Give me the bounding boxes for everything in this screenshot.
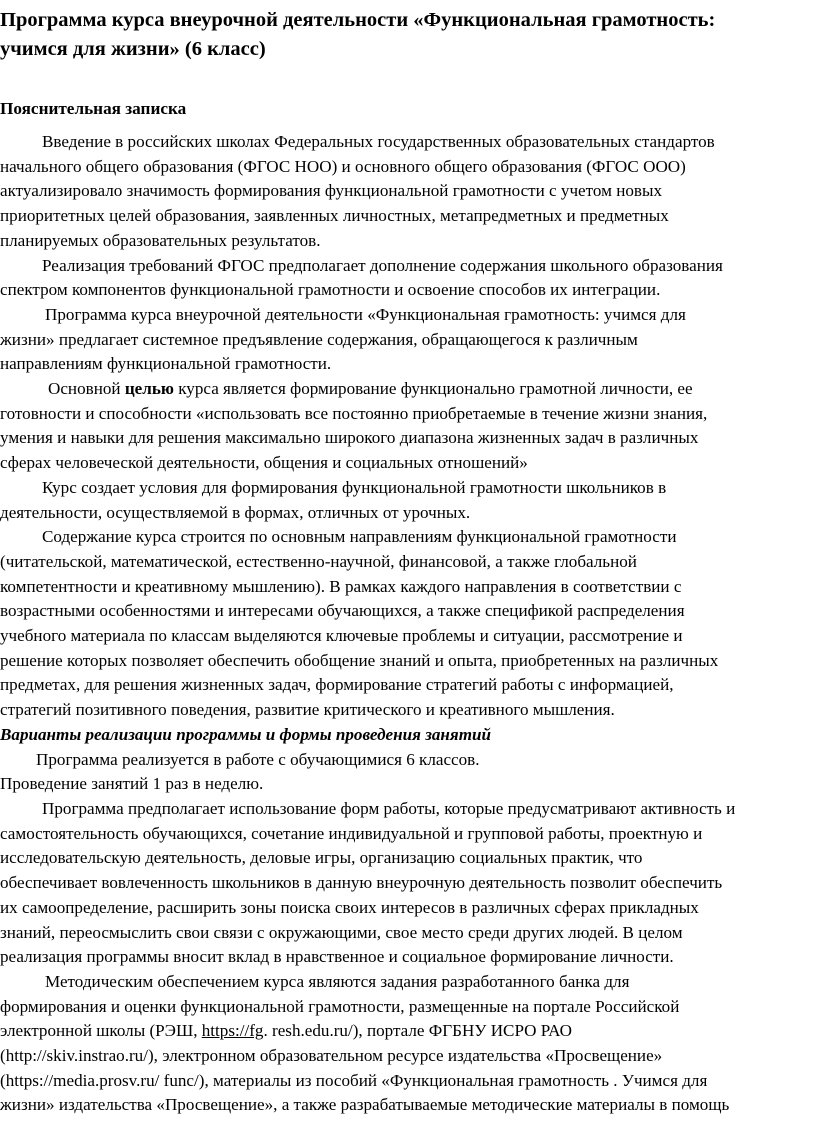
text-line: Методическим обеспечением курса являются задания разработанного банка для	[45, 971, 630, 991]
section-subtitle: Пояснительная записка	[0, 99, 187, 118]
text-line: деятельности, осуществляемой в формах, отличных от урочных.	[0, 502, 471, 522]
bold-keyword: целью	[124, 379, 174, 399]
text-line: формирования и оценки функциональной грамотности, размещенные на портале Российской	[0, 996, 680, 1016]
text-line: Программа предполагает использование форм работы, которые предусматривают активность и	[42, 798, 736, 818]
text-line: (читательской, математической, естественно-научной, финансовой, а также глобальной	[0, 551, 637, 571]
paragraph-course-content	[0, 525, 816, 723]
text-line	[0, 377, 816, 402]
text-line: исследовательскую деятельность, деловые игры, организацию социальных практик, что	[0, 848, 643, 868]
text-line: начального общего образования (ФГОС НОО) и основного общего образования (ФГОС ООО)	[0, 156, 686, 176]
text-line: стратегий позитивного поведения, развитие критического и креативного мышления.	[0, 700, 615, 720]
paragraph-work-forms	[0, 797, 816, 970]
text-line: (http://skiv.instrao.ru/), электронном образовательном ресурсе издательства «Просвещение»	[0, 1046, 663, 1066]
text-line: Содержание курса строится по основным направлениям функциональной грамотности	[42, 527, 677, 547]
text-line: Проведение занятий 1 раз в неделю.	[0, 774, 264, 794]
title-line: учимся для жизни» (6 класс)	[0, 38, 266, 60]
paragraph-audience	[0, 748, 816, 773]
paragraph-program-overview	[0, 303, 816, 377]
text-line: возрастными особенностями и интересами обучающихся, а также спецификой распределения	[0, 601, 685, 621]
paragraph-introduction	[0, 130, 816, 254]
text-line: актуализировало значимость формирования функциональной грамотности с учетом новых	[0, 181, 662, 201]
text-line: Программа курса внеурочной деятельности «Функциональная грамотность: учимся для	[45, 304, 686, 324]
text-line: спектром компонентов функциональной грамотности и освоение способов их интеграции.	[0, 280, 661, 300]
section-heading: Варианты реализации программы и формы проведения занятий	[0, 724, 492, 744]
text-line: направлениям функциональной грамотности.	[0, 354, 332, 374]
text-line: сферах человеческой деятельности, общения и социальных отношений»	[0, 453, 528, 473]
text-line: Программа реализуется в работе с обучающимися 6 классов.	[36, 749, 480, 769]
text-line: самостоятельность обучающихся, сочетание индивидуальной и групповой работы, проектную и	[0, 823, 703, 843]
text-line: жизни» издательства «Просвещение», а также разрабатываемые методические материалы в помощь	[0, 1095, 730, 1115]
paragraph-course-goal	[0, 377, 816, 476]
text-fragment: . resh.edu.ru/), портале ФГБНУ ИСРО РАО	[263, 1021, 572, 1041]
text-line: Реализация требований ФГОС предполагает дополнение содержания школьного образования	[42, 255, 723, 275]
text-line: обеспечивает вовлеченность школьников в данную внеурочную деятельность позволит обеспечить	[0, 873, 723, 893]
text-fragment: электронной школы (РЭШ,	[0, 1021, 202, 1041]
title-line: Программа курса внеурочной деятельности «Функциональная грамотность:	[0, 9, 716, 31]
text-fragment: Основной	[48, 379, 125, 399]
text-line: готовности и способности «использовать все постоянно приобретаемые в течение жизни знания,	[0, 403, 708, 423]
text-line: Курс создает условия для формирования функциональной грамотности школьников в	[42, 477, 667, 497]
text-line: компетентности и креативному мышлению). В рамках каждого направления в соответствии с	[0, 576, 682, 596]
text-line: предметах, для решения жизненных задач, формирование стратегий работы с информацией,	[0, 675, 674, 695]
text-line: жизни» предлагает системное предъявление содержания, обращающегося к различным	[0, 329, 638, 349]
resh-link[interactable]: https://fg	[201, 1021, 264, 1041]
text-line: знаний, переосмыслить свои связи с окружающими, свое место среди других людей. В целом	[0, 922, 683, 942]
text-line: (https://media.prosv.ru/ func/), материалы из пособий «Функциональная грамотность . Учимся для	[0, 1070, 708, 1090]
text-line	[0, 1019, 816, 1044]
paragraph-methodology	[0, 970, 816, 1118]
paragraph-course-conditions	[0, 476, 816, 525]
text-line: приоритетных целей образования, заявленных личностных, метапредметных и предметных	[0, 206, 669, 226]
text-line: решение которых позволяет обеспечить обобщение знаний и опыта, приобретенных на различных	[0, 650, 719, 670]
text-line: планируемых образовательных результатов.	[0, 230, 321, 250]
text-line: их самоопределение, расширить зоны поиска своих интересов в различных сферах прикладных	[0, 897, 699, 917]
text-line: умения и навыки для решения максимально широкого диапазона жизненных задач в различных	[0, 428, 699, 448]
paragraph-schedule	[0, 772, 816, 797]
document-title	[0, 6, 816, 64]
text-line: реализация программы вносит вклад в нравственное и социальное формирование личности.	[0, 947, 674, 967]
paragraph-fgos-requirements	[0, 254, 816, 303]
text-line: учебного материала по классам выделяются ключевые проблемы и ситуации, рассмотрение и	[0, 626, 683, 646]
text-fragment: курса является формирование функционально грамотной личности, ее	[173, 379, 693, 399]
text-line: Введение в российских школах Федеральных государственных образовательных стандартов	[42, 132, 715, 151]
